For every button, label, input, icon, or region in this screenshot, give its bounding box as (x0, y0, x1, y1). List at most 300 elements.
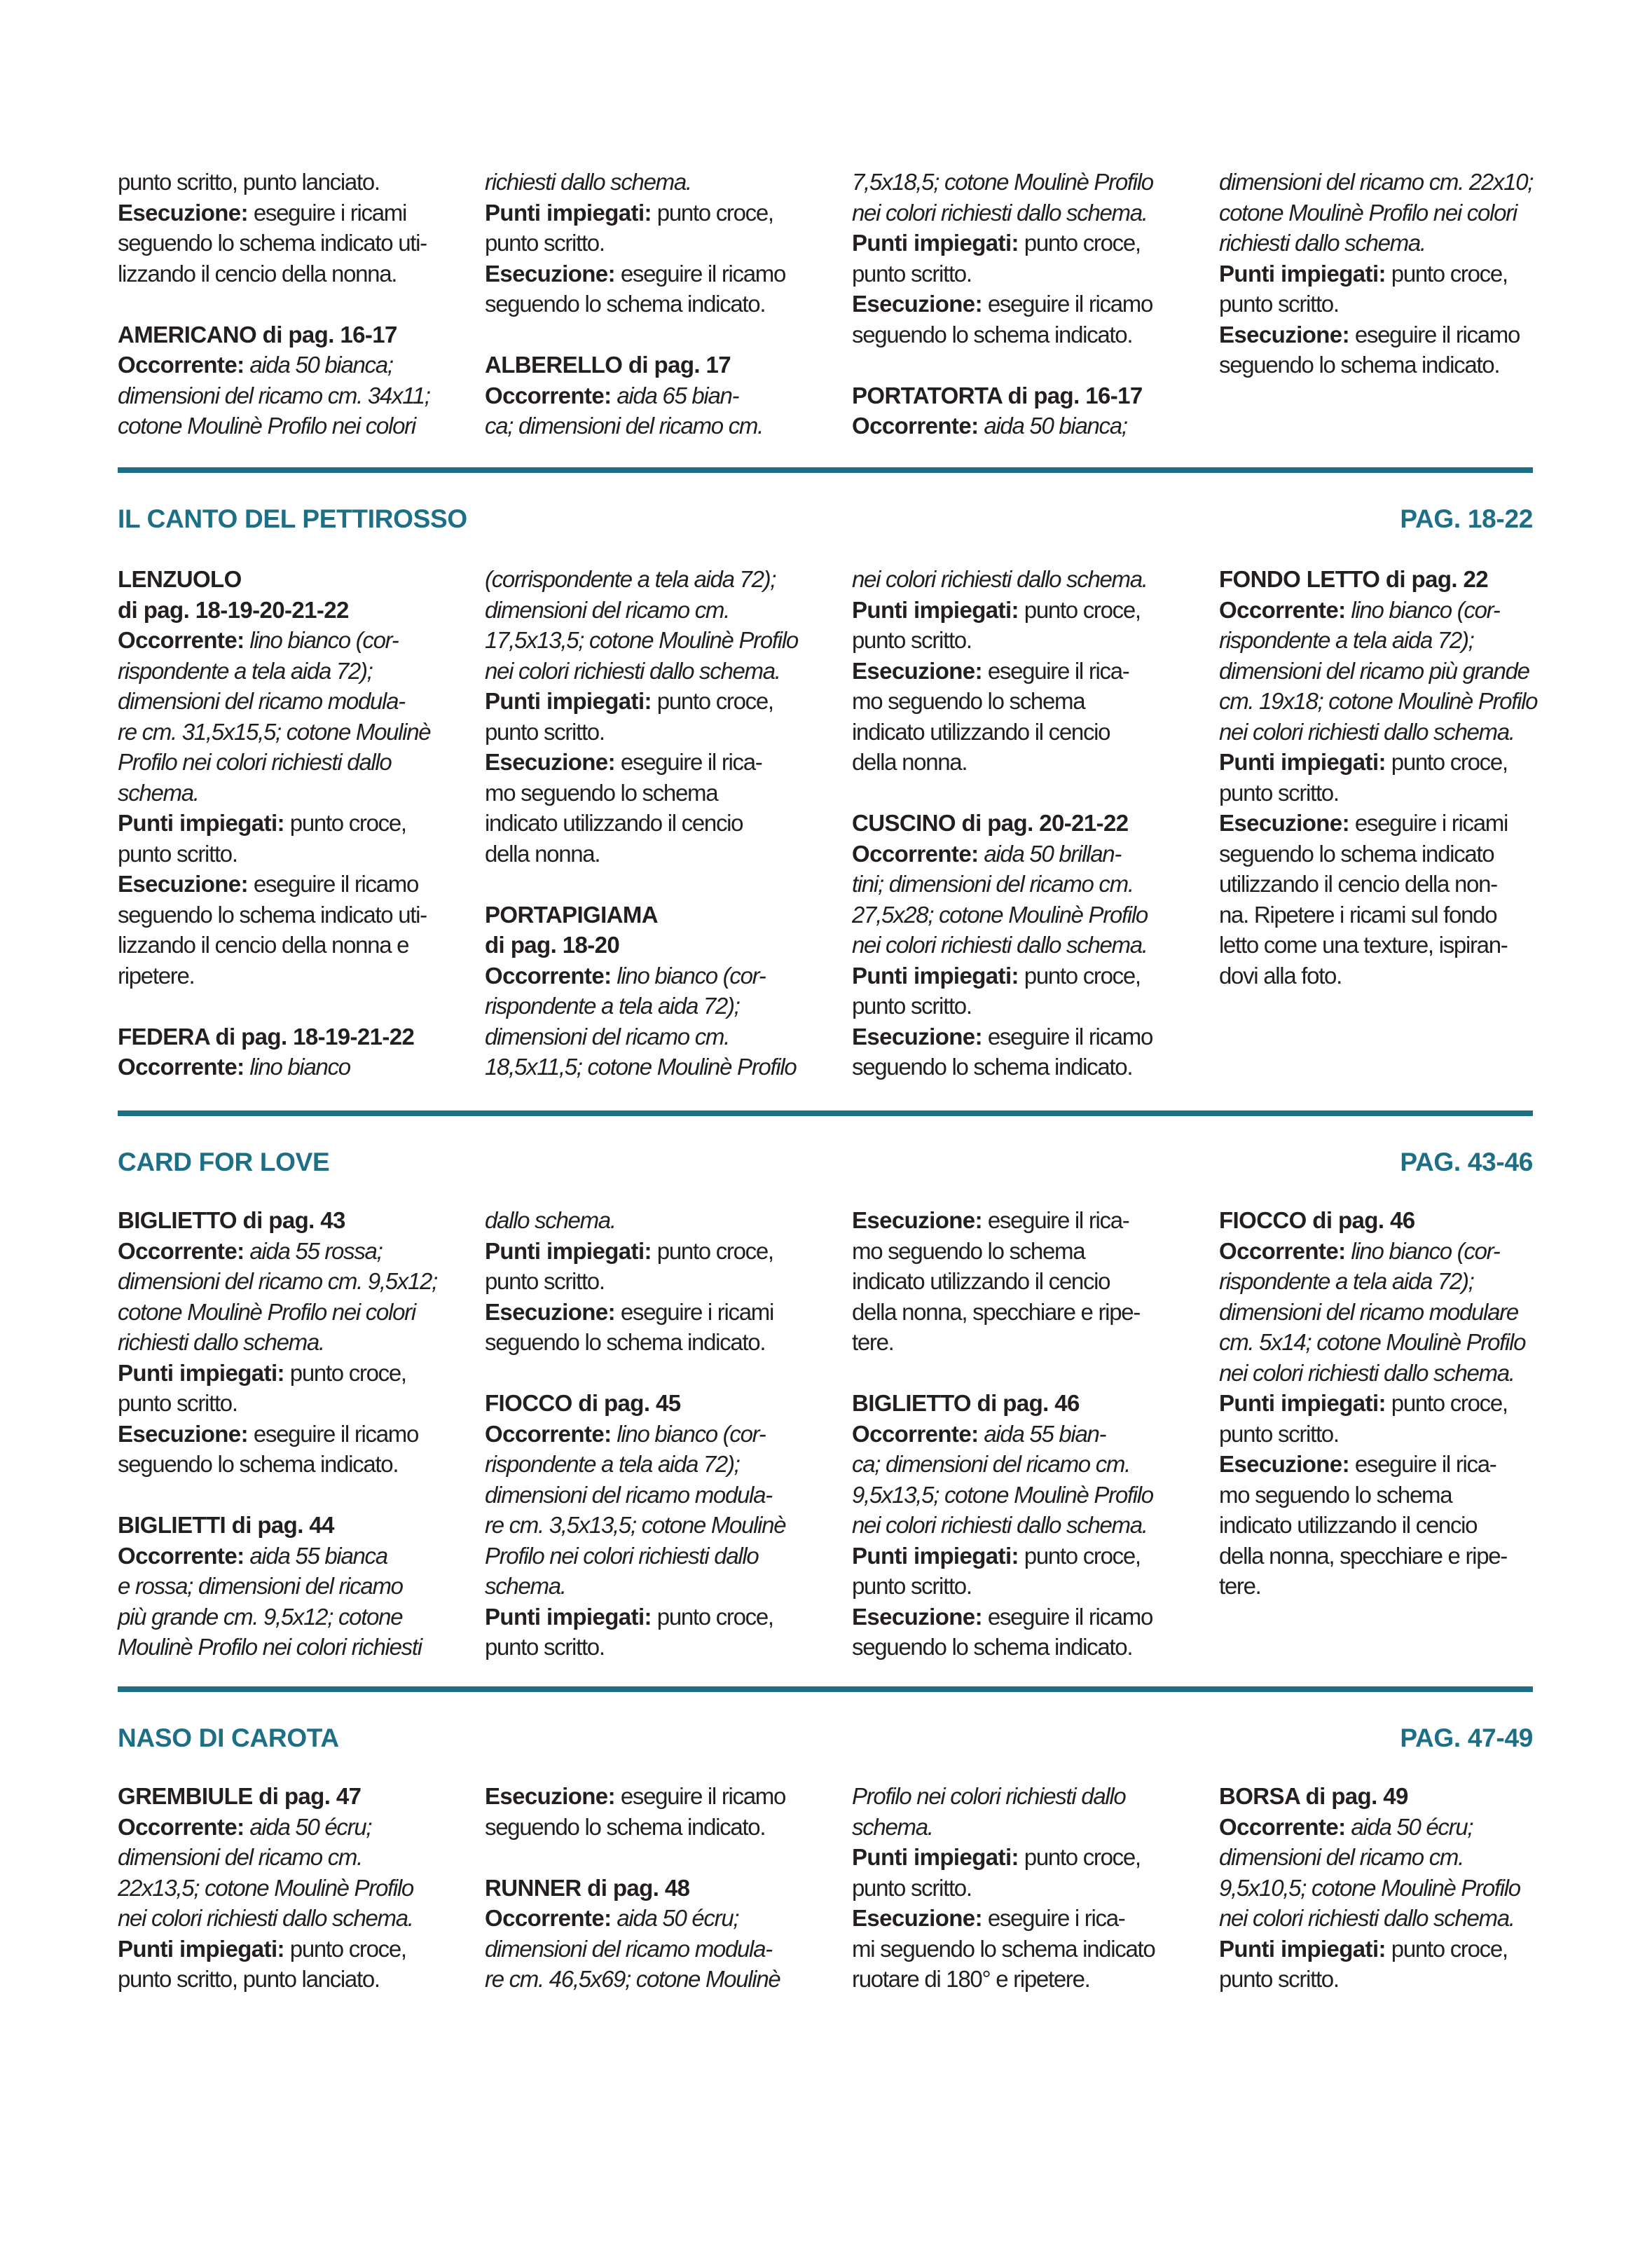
section-divider (118, 1686, 1533, 1692)
text-line (852, 1449, 1181, 1480)
bold-label: Occorrente: (852, 1420, 979, 1447)
column (1219, 564, 1548, 991)
line-text: aida 50 brillan- (978, 840, 1122, 867)
text-line (118, 595, 447, 626)
text-line (852, 167, 1181, 198)
line-text: lino bianco (cor- (611, 1420, 766, 1447)
line-text: indicato utilizzando il cencio (852, 1268, 1110, 1294)
text-line (852, 1236, 1181, 1267)
text-line (1219, 839, 1548, 869)
text-line (852, 1022, 1181, 1052)
line-text: nei colori richiesti dallo schema. (852, 566, 1148, 592)
bold-label: Occorrente: (485, 1420, 612, 1447)
text-line (118, 625, 447, 656)
line-text: ruotare di 180° e ripetere. (852, 1966, 1090, 1992)
text-line (485, 595, 814, 626)
text-line (118, 656, 447, 687)
line-text: punto croce, (1385, 749, 1508, 775)
line-text: punto croce, (1385, 1935, 1508, 1962)
text-line (485, 1480, 814, 1511)
text-line (485, 289, 814, 319)
line-text: seguendo lo schema indicato. (852, 321, 1133, 348)
bold-label: BIGLIETTO di pag. 43 (118, 1207, 345, 1233)
bold-label: Esecuzione: (1219, 321, 1349, 348)
bold-label: Occorrente: (1219, 1237, 1346, 1264)
text-line (118, 1510, 447, 1541)
line-text: mo seguendo lo schema (852, 688, 1085, 714)
bold-label: FIOCCO di pag. 46 (1219, 1207, 1415, 1233)
text-line (852, 1812, 1181, 1843)
text-line (118, 319, 447, 350)
bold-label: Punti impiegati: (118, 1359, 284, 1386)
text-line (118, 1964, 447, 1995)
text-line (852, 1842, 1181, 1873)
bold-label: Occorrente: (118, 1054, 245, 1080)
text-line (852, 1873, 1181, 1904)
text-line (1219, 1964, 1548, 1995)
bold-label: Esecuzione: (485, 260, 615, 287)
line-text: aida 55 rossa; (244, 1237, 383, 1264)
bold-label: Esecuzione: (852, 1207, 982, 1233)
text-line (485, 686, 814, 717)
text-line (1219, 1934, 1548, 1965)
line-text: eseguire il ricamo (982, 1023, 1153, 1050)
bold-label: BIGLIETTI di pag. 44 (118, 1512, 334, 1538)
text-line (485, 1449, 814, 1480)
text-line (852, 1510, 1181, 1541)
paragraph-gap (485, 1358, 814, 1389)
line-text: dimensioni del ricamo cm. (1219, 1844, 1464, 1870)
line-text: ripetere. (118, 962, 195, 989)
bold-label: Punti impiegati: (485, 1603, 652, 1630)
text-line (485, 1327, 814, 1358)
line-text: punto scritto. (1219, 1966, 1339, 1992)
line-text: eseguire il ricamo (982, 1603, 1153, 1630)
line-text: aida 65 bian- (611, 382, 739, 408)
bold-label: CUSCINO di pag. 20-21-22 (852, 810, 1129, 836)
text-line (485, 564, 814, 595)
paragraph-gap (852, 350, 1181, 380)
line-text: punto scritto. (118, 840, 238, 867)
line-text: dimensioni del ricamo modula- (485, 1481, 772, 1508)
text-line (118, 930, 447, 961)
text-line (1219, 1903, 1548, 1934)
line-text: mo seguendo lo schema (1219, 1481, 1452, 1508)
text-line (118, 1236, 447, 1267)
text-line (485, 1266, 814, 1297)
text-line (852, 198, 1181, 228)
bold-label: Punti impiegati: (1219, 260, 1386, 287)
text-line (1219, 289, 1548, 319)
text-line (1219, 656, 1548, 687)
text-line (118, 900, 447, 930)
text-line (852, 1297, 1181, 1328)
line-text: punto scritto. (118, 1390, 238, 1416)
line-text: punto scritto. (1219, 1420, 1339, 1447)
text-line (1219, 625, 1548, 656)
paragraph-gap (852, 1358, 1181, 1389)
line-text: utilizzando il cencio della non- (1219, 871, 1497, 897)
line-text: cotone Moulinè Profilo nei colori (118, 1298, 415, 1325)
line-text: dimensioni del ricamo modula- (485, 1935, 772, 1962)
line-text: seguendo lo schema indicato. (852, 1634, 1133, 1660)
text-line (118, 1358, 447, 1389)
line-text: mo seguendo lo schema (852, 1237, 1085, 1264)
line-text: Profilo nei colori richiesti dallo (118, 749, 392, 775)
line-text: seguendo lo schema indicato. (485, 1329, 766, 1355)
line-text: dimensioni del ricamo cm. 22x10; (1219, 169, 1534, 195)
bold-label: Occorrente: (118, 1813, 245, 1840)
line-text: eseguire il ricamo (982, 291, 1153, 317)
text-line (118, 1297, 447, 1328)
line-text: eseguire il rica- (982, 657, 1129, 684)
line-text: indicato utilizzando il cencio (1219, 1512, 1478, 1538)
text-line (852, 686, 1181, 717)
top-block (118, 167, 1533, 461)
text-line (485, 411, 814, 441)
line-text: schema. (852, 1813, 933, 1840)
line-text: seguendo lo schema indicato uti- (118, 230, 427, 256)
text-line (1219, 686, 1548, 717)
paragraph-gap (118, 289, 447, 319)
text-line (852, 411, 1181, 441)
line-text: tere. (1219, 1573, 1261, 1599)
text-line (118, 1388, 447, 1419)
text-line (1219, 167, 1548, 198)
bold-label: RUNNER di pag. 48 (485, 1874, 690, 1901)
line-text: dimensioni del ricamo cm. 34x11; (118, 382, 430, 408)
line-text: cm. 5x14; cotone Moulinè Profilo (1219, 1329, 1526, 1355)
text-line (118, 1602, 447, 1632)
text-line (852, 1419, 1181, 1450)
line-text: 27,5x28; cotone Moulinè Profilo (852, 901, 1148, 928)
line-text: dallo schema. (485, 1207, 616, 1233)
bold-label: Punti impiegati: (485, 688, 652, 714)
text-line (852, 625, 1181, 656)
text-line (852, 595, 1181, 626)
text-line (485, 1052, 814, 1082)
text-line (852, 1632, 1181, 1663)
line-text: della nonna. (485, 840, 600, 867)
line-text: nei colori richiesti dallo schema. (118, 1905, 413, 1931)
bold-label: Esecuzione: (1219, 1451, 1349, 1477)
text-line (852, 1571, 1181, 1602)
paragraph-gap (118, 991, 447, 1022)
line-text: seguendo lo schema indicato. (1219, 352, 1500, 378)
column (118, 167, 447, 441)
text-line (1219, 319, 1548, 350)
text-line (485, 1510, 814, 1541)
line-text: dimensioni del ricamo cm. 9,5x12; (118, 1268, 437, 1294)
text-line (1219, 350, 1548, 380)
text-line (485, 656, 814, 687)
text-line (118, 1266, 447, 1297)
line-text: rispondente a tela aida 72); (1219, 1268, 1474, 1294)
bold-label: Punti impiegati: (852, 596, 1019, 623)
line-text: eseguire i rica- (982, 1905, 1125, 1931)
line-text: punto croce, (1018, 1844, 1141, 1870)
line-text: eseguire il rica- (614, 749, 762, 775)
line-text: aida 55 bian- (978, 1420, 1106, 1447)
text-line (485, 717, 814, 748)
line-text: lino bianco (244, 1054, 350, 1080)
section-title: NASO DI CAROTA (118, 1724, 339, 1752)
text-line (118, 839, 447, 869)
text-line (118, 1571, 447, 1602)
bold-label: Punti impiegati: (1219, 1390, 1386, 1416)
line-text: 9,5x13,5; cotone Moulinè Profilo (852, 1481, 1153, 1508)
line-text: punto croce, (1018, 230, 1141, 256)
text-line (485, 900, 814, 930)
text-line (1219, 808, 1548, 839)
text-line (485, 1781, 814, 1812)
section-header (118, 1724, 1533, 1759)
bold-label: Punti impiegati: (852, 1844, 1019, 1870)
column (485, 1781, 814, 1995)
column (852, 1205, 1181, 1663)
line-text: dimensioni del ricamo cm. (118, 1844, 362, 1870)
text-line (852, 900, 1181, 930)
bold-label: Punti impiegati: (118, 810, 284, 836)
line-text: punto scritto. (485, 1268, 605, 1294)
text-line (1219, 1873, 1548, 1904)
text-line (485, 259, 814, 289)
text-line (118, 1632, 447, 1663)
text-line (485, 1873, 814, 1904)
text-line (118, 259, 447, 289)
line-text: punto croce, (284, 1935, 406, 1962)
text-line (118, 411, 447, 441)
line-text: lino bianco (cor- (1345, 596, 1500, 623)
line-text: eseguire il ricamo (247, 871, 419, 897)
text-line (485, 930, 814, 961)
line-text: dimensioni del ricamo modulare (1219, 1298, 1518, 1325)
paragraph-gap (485, 1842, 814, 1873)
line-text: punto croce, (651, 688, 773, 714)
bold-label: Occorrente: (852, 840, 979, 867)
line-text: lino bianco (cor- (611, 962, 766, 989)
text-line (118, 1052, 447, 1082)
section-pages: PAG. 18-22 (1400, 504, 1533, 533)
bold-label: Occorrente: (118, 627, 245, 653)
line-text: punto scritto. (1219, 291, 1339, 317)
column (485, 1205, 814, 1663)
section-body (118, 564, 1538, 1096)
line-text: punto croce, (651, 1237, 773, 1264)
text-line (118, 747, 447, 778)
line-text: eseguire i ricami (614, 1298, 773, 1325)
column (485, 167, 814, 441)
text-line (485, 167, 814, 198)
bold-label: Punti impiegati: (1219, 1935, 1386, 1962)
paragraph-gap (485, 869, 814, 900)
line-text: punto scritto. (852, 260, 972, 287)
text-line (852, 656, 1181, 687)
line-text: cotone Moulinè Profilo nei colori (1219, 199, 1517, 226)
text-line (118, 350, 447, 380)
text-line (1219, 717, 1548, 748)
line-text: aida 50 écru; (244, 1813, 372, 1840)
line-text: cotone Moulinè Profilo nei colori (118, 413, 415, 439)
text-line (1219, 1297, 1548, 1328)
text-line (1219, 198, 1548, 228)
text-line (485, 1934, 814, 1965)
paragraph-gap (485, 319, 814, 350)
column (118, 1781, 447, 1995)
bold-label: Occorrente: (1219, 596, 1346, 623)
text-line (852, 1266, 1181, 1297)
bold-label: Esecuzione: (852, 1603, 982, 1630)
text-line (1219, 1205, 1548, 1236)
text-line (852, 839, 1181, 869)
line-text: ca; dimensioni del ricamo cm. (852, 1451, 1130, 1477)
line-text: rispondente a tela aida 72); (485, 993, 740, 1019)
line-text: Moulinè Profilo nei colori richiesti (118, 1634, 422, 1660)
bold-label: FONDO LETTO di pag. 22 (1219, 566, 1489, 592)
line-text: Profilo nei colori richiesti dallo (485, 1542, 759, 1569)
bold-label: BIGLIETTO di pag. 46 (852, 1390, 1080, 1416)
text-line (118, 1327, 447, 1358)
text-line (118, 1903, 447, 1934)
text-line (1219, 1327, 1548, 1358)
text-line (852, 747, 1181, 778)
text-line (118, 564, 447, 595)
section-body (118, 1781, 1533, 2019)
bold-label: Esecuzione: (118, 871, 248, 897)
line-text: punto croce, (284, 810, 406, 836)
line-text: re cm. 46,5x69; cotone Moulinè (485, 1966, 780, 1992)
text-line (485, 1632, 814, 1663)
text-line (118, 1842, 447, 1873)
text-line (485, 1236, 814, 1267)
line-text: eseguire il ricamo (614, 1783, 786, 1809)
text-line (852, 228, 1181, 259)
bold-label: Punti impiegati: (852, 230, 1019, 256)
line-text: punto scritto. (852, 993, 972, 1019)
text-line (118, 717, 447, 748)
text-line (852, 319, 1181, 350)
text-line (1219, 747, 1548, 778)
column (1219, 167, 1548, 380)
line-text: punto scritto. (1219, 779, 1339, 806)
text-line (1219, 1571, 1548, 1602)
text-line (852, 1602, 1181, 1632)
column (852, 1781, 1181, 1995)
text-line (118, 380, 447, 411)
text-line (485, 991, 814, 1022)
text-line (118, 1419, 447, 1450)
text-line (1219, 1449, 1548, 1480)
text-line (1219, 595, 1548, 626)
line-text: punto croce, (651, 1603, 773, 1630)
column (485, 564, 814, 1082)
section-title: IL CANTO DEL PETTIROSSO (118, 504, 467, 533)
text-line (852, 1327, 1181, 1358)
text-line (485, 1022, 814, 1052)
section-header (118, 504, 1533, 539)
line-text: nei colori richiesti dallo schema. (852, 199, 1148, 226)
line-text: eseguire i ricami (247, 199, 406, 226)
line-text: ca; dimensioni del ricamo cm. (485, 413, 763, 439)
bold-label: Occorrente: (485, 1905, 612, 1931)
text-line (485, 1388, 814, 1419)
line-text: eseguire il ricamo (247, 1420, 419, 1447)
text-line (485, 778, 814, 809)
bold-label: FIOCCO di pag. 45 (485, 1390, 681, 1416)
line-text: 22x13,5; cotone Moulinè Profilo (118, 1874, 413, 1901)
line-text: punto croce, (1385, 260, 1508, 287)
line-text: re cm. 31,5x15,5; cotone Moulinè (118, 718, 431, 745)
text-line (118, 808, 447, 839)
line-text: dimensioni del ricamo cm. (485, 596, 729, 623)
text-line (118, 1781, 447, 1812)
text-line (852, 289, 1181, 319)
bold-label: Occorrente: (1219, 1813, 1346, 1840)
line-text: mi seguendo lo schema indicato (852, 1935, 1155, 1962)
line-text: punto scritto. (852, 1573, 972, 1599)
text-line (1219, 778, 1548, 809)
line-text: dimensioni del ricamo modula- (118, 688, 405, 714)
line-text: eseguire il ricamo (614, 260, 786, 287)
column (1219, 1781, 1548, 1995)
line-text: na. Ripetere i ricami sul fondo (1219, 901, 1497, 928)
text-line (485, 198, 814, 228)
line-text: nei colori richiesti dallo schema. (852, 932, 1148, 958)
line-text: dimensioni del ricamo più grande (1219, 657, 1529, 684)
line-text: aida 50 écru; (611, 1905, 739, 1931)
line-text: rispondente a tela aida 72); (118, 657, 373, 684)
line-text: punto scritto. (852, 627, 972, 653)
text-line (1219, 1480, 1548, 1511)
text-line (485, 228, 814, 259)
text-line (852, 380, 1181, 411)
text-line (852, 961, 1181, 991)
bold-label: GREMBIULE di pag. 47 (118, 1783, 362, 1809)
text-line (852, 1388, 1181, 1419)
text-line (852, 991, 1181, 1022)
text-line (485, 1903, 814, 1934)
bold-label: Occorrente: (118, 1542, 245, 1569)
line-text: punto scritto, punto lanciato. (118, 1966, 380, 1992)
text-line (852, 1052, 1181, 1082)
line-text: indicato utilizzando il cencio (485, 810, 743, 836)
bold-label: Esecuzione: (118, 1420, 248, 1447)
line-text: aida 50 écru; (1345, 1813, 1473, 1840)
text-line (1219, 1541, 1548, 1572)
line-text: dovi alla foto. (1219, 962, 1342, 989)
text-line (485, 1297, 814, 1328)
line-text: richiesti dallo schema. (485, 169, 691, 195)
text-line (1219, 1781, 1548, 1812)
text-line (118, 198, 447, 228)
text-line (485, 747, 814, 778)
bold-label: di pag. 18-19-20-21-22 (118, 596, 349, 623)
line-text: schema. (118, 779, 199, 806)
line-text: cm. 19x18; cotone Moulinè Profilo (1219, 688, 1538, 714)
text-line (485, 1571, 814, 1602)
line-text: 9,5x10,5; cotone Moulinè Profilo (1219, 1874, 1520, 1901)
line-text: letto come una texture, ispiran- (1219, 932, 1508, 958)
text-line (1219, 1510, 1548, 1541)
text-line (852, 1480, 1181, 1511)
line-text: e rossa; dimensioni del ricamo (118, 1573, 403, 1599)
text-line (1219, 1812, 1548, 1843)
text-line (485, 1419, 814, 1450)
line-text: punto croce, (284, 1359, 406, 1386)
paragraph-gap (852, 778, 1181, 809)
bold-label: Punti impiegati: (485, 1237, 652, 1264)
text-line (1219, 900, 1548, 930)
